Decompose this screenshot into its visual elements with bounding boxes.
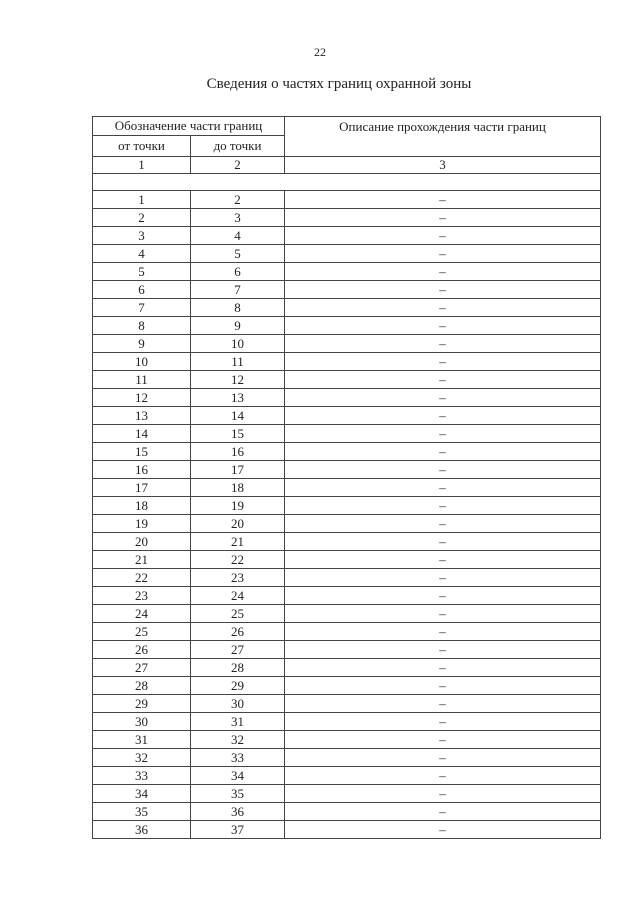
cell-to: 16 [191,443,285,461]
table-row [93,317,601,335]
cell-desc: – [285,551,601,569]
header-description: Описание прохождения части границ [285,117,601,157]
cell-to: 24 [191,587,285,605]
table-row [93,821,601,839]
cell-to: 28 [191,659,285,677]
cell-from: 1 [93,191,191,209]
table-row [93,587,601,605]
cell-desc: – [285,443,601,461]
cell-from: 30 [93,713,191,731]
cell-desc: – [285,245,601,263]
table-row [93,713,601,731]
table-row [93,749,601,767]
table-row [93,263,601,281]
table-row [93,353,601,371]
table-row [93,245,601,263]
table-body [93,191,601,839]
cell-to: 26 [191,623,285,641]
cell-to: 18 [191,479,285,497]
table-row [93,695,601,713]
cell-desc: – [285,641,601,659]
table-row [93,299,601,317]
cell-to: 4 [191,227,285,245]
header-from-point: от точки [93,136,191,157]
cell-from: 28 [93,677,191,695]
cell-to: 7 [191,281,285,299]
cell-to: 19 [191,497,285,515]
table-row [93,515,601,533]
cell-from: 6 [93,281,191,299]
cell-from: 19 [93,515,191,533]
cell-desc: – [285,659,601,677]
cell-to: 17 [191,461,285,479]
cell-from: 31 [93,731,191,749]
table-row [93,407,601,425]
cell-from: 36 [93,821,191,839]
cell-to: 22 [191,551,285,569]
cell-from: 16 [93,461,191,479]
cell-from: 32 [93,749,191,767]
cell-to: 3 [191,209,285,227]
cell-desc: – [285,317,601,335]
cell-from: 33 [93,767,191,785]
cell-desc: – [285,425,601,443]
cell-from: 27 [93,659,191,677]
cell-to: 14 [191,407,285,425]
table-row [93,623,601,641]
cell-to: 35 [191,785,285,803]
page-number: 22 [314,45,326,59]
table-row [93,767,601,785]
cell-desc: – [285,569,601,587]
table-row [93,461,601,479]
cell-desc: – [285,533,601,551]
table-row [93,677,601,695]
cell-to: 6 [191,263,285,281]
cell-desc: – [285,713,601,731]
cell-from: 13 [93,407,191,425]
cell-to: 2 [191,191,285,209]
table-row [93,281,601,299]
cell-desc: – [285,623,601,641]
cell-to: 21 [191,533,285,551]
cell-from: 5 [93,263,191,281]
cell-from: 8 [93,317,191,335]
table-row [93,785,601,803]
cell-desc: – [285,677,601,695]
cell-from: 12 [93,389,191,407]
table-row [93,605,601,623]
cell-to: 5 [191,245,285,263]
cell-desc: – [285,785,601,803]
cell-to: 8 [191,299,285,317]
cell-from: 3 [93,227,191,245]
cell-desc: – [285,605,601,623]
column-number: 2 [191,157,285,174]
cell-from: 23 [93,587,191,605]
cell-desc: – [285,479,601,497]
header-group: Обозначение части границ [93,117,285,136]
cell-to: 12 [191,371,285,389]
blank-row [93,174,601,191]
cell-from: 10 [93,353,191,371]
cell-to: 33 [191,749,285,767]
cell-desc: – [285,821,601,839]
cell-to: 34 [191,767,285,785]
cell-desc: – [285,803,601,821]
cell-to: 13 [191,389,285,407]
table-row [93,443,601,461]
cell-from: 25 [93,623,191,641]
table-row [93,371,601,389]
cell-desc: – [285,407,601,425]
table-row [93,191,601,209]
cell-from: 18 [93,497,191,515]
cell-desc: – [285,767,601,785]
cell-from: 26 [93,641,191,659]
cell-to: 10 [191,335,285,353]
cell-from: 34 [93,785,191,803]
cell-desc: – [285,587,601,605]
table-row [93,803,601,821]
cell-to: 30 [191,695,285,713]
cell-to: 29 [191,677,285,695]
cell-desc: – [285,461,601,479]
table-row [93,389,601,407]
cell-from: 35 [93,803,191,821]
table-row [93,659,601,677]
cell-desc: – [285,695,601,713]
cell-from: 11 [93,371,191,389]
cell-desc: – [285,209,601,227]
cell-to: 25 [191,605,285,623]
boundary-table [92,116,601,839]
cell-desc: – [285,353,601,371]
cell-desc: – [285,389,601,407]
cell-desc: – [285,299,601,317]
table-row [93,569,601,587]
cell-to: 31 [191,713,285,731]
cell-desc: – [285,731,601,749]
cell-desc: – [285,191,601,209]
cell-to: 32 [191,731,285,749]
table-row [93,335,601,353]
cell-from: 2 [93,209,191,227]
cell-from: 7 [93,299,191,317]
cell-to: 37 [191,821,285,839]
cell-from: 9 [93,335,191,353]
cell-from: 29 [93,695,191,713]
cell-to: 27 [191,641,285,659]
table-row [93,731,601,749]
cell-from: 20 [93,533,191,551]
cell-to: 23 [191,569,285,587]
cell-to: 15 [191,425,285,443]
table-row [93,497,601,515]
cell-desc: – [285,515,601,533]
cell-desc: – [285,749,601,767]
column-number: 1 [93,157,191,174]
cell-desc: – [285,281,601,299]
cell-to: 20 [191,515,285,533]
table-row [93,641,601,659]
table-row [93,479,601,497]
table-row [93,551,601,569]
cell-to: 9 [191,317,285,335]
cell-desc: – [285,497,601,515]
cell-from: 15 [93,443,191,461]
cell-from: 14 [93,425,191,443]
header-to-point: до точки [191,136,285,157]
cell-from: 22 [93,569,191,587]
table-row [93,227,601,245]
cell-desc: – [285,227,601,245]
table-row [93,425,601,443]
cell-from: 24 [93,605,191,623]
cell-to: 36 [191,803,285,821]
table-row [93,209,601,227]
cell-from: 4 [93,245,191,263]
cell-desc: – [285,335,601,353]
cell-from: 21 [93,551,191,569]
page-title: Сведения о частях границ охранной зоны [206,76,472,92]
column-number: 3 [285,157,601,174]
cell-to: 11 [191,353,285,371]
cell-desc: – [285,263,601,281]
cell-from: 17 [93,479,191,497]
cell-desc: – [285,371,601,389]
table-row [93,533,601,551]
